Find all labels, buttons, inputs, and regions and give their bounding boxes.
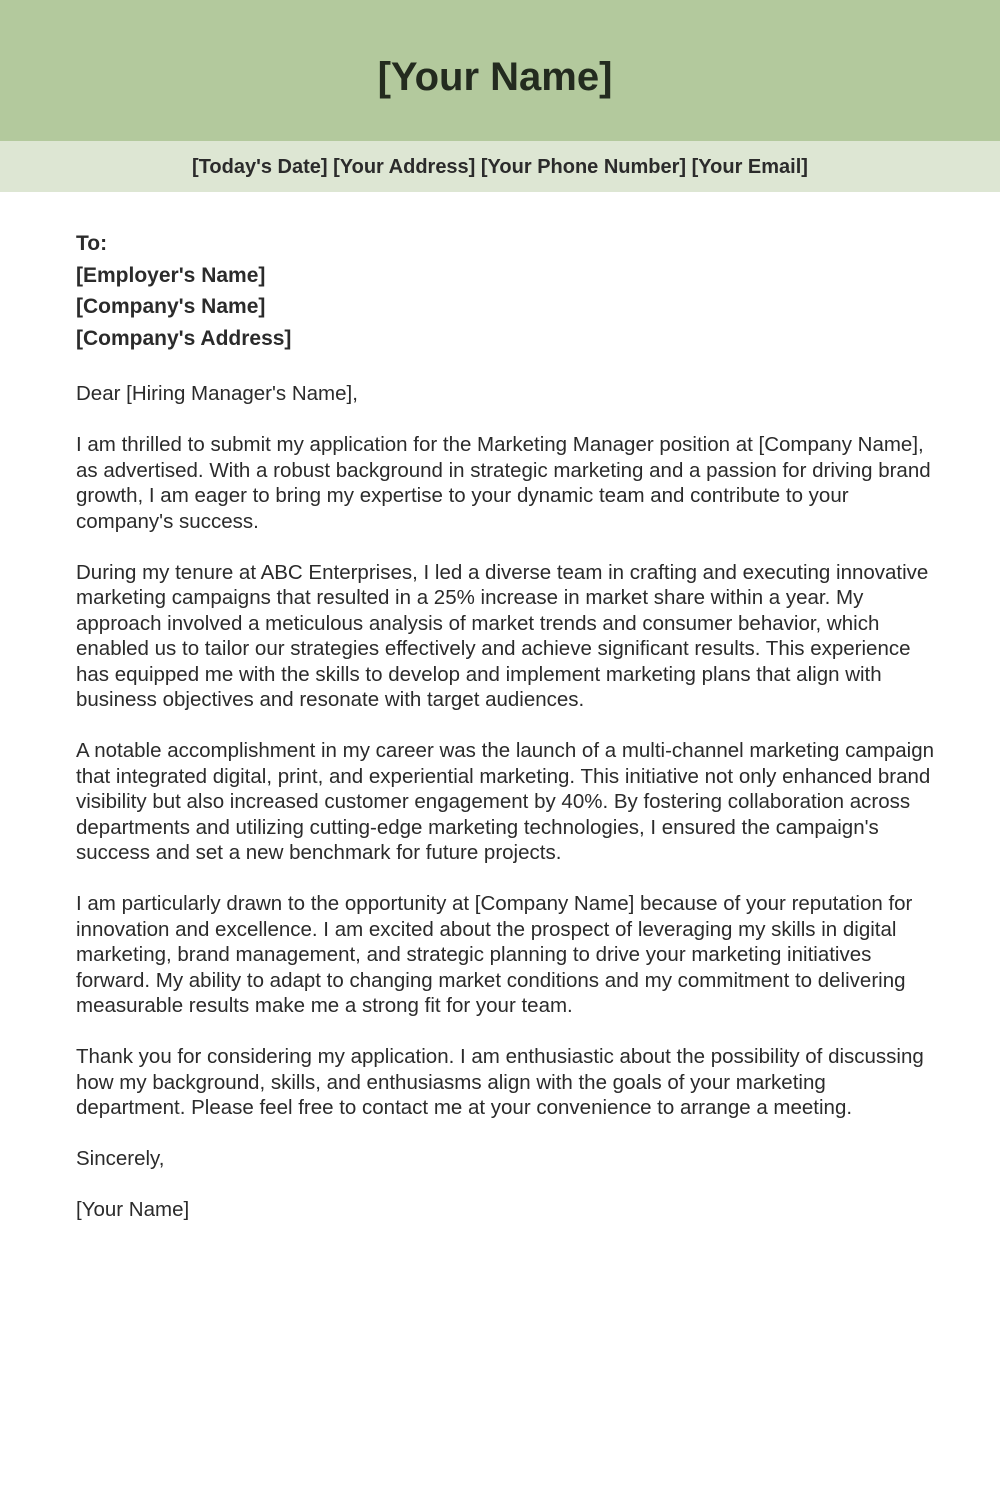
signature: [Your Name]: [76, 1198, 190, 1221]
applicant-name-title: [Your Name]: [377, 55, 613, 99]
paragraph-motivation: I am particularly drawn to the opportunity at [Company Name] because of your reputation for innovation and excellence. I am excited about the prospect of leveraging my skills in digital marketing, brand management, and strategic planning to drive your marketing initiatives forward. My ability to adapt to changing market conditions and my commitment to delivering measurable results make me a strong fit for your team.: [76, 892, 913, 1017]
company-address: [Company's Address]: [76, 326, 292, 350]
recipient-block: [76, 228, 936, 354]
to-label: To:: [76, 232, 108, 255]
paragraph-thanks: Thank you for considering my application. I am enthusiastic about the possibility of discussing how my background, skills, and enthusiasms align with the goals of your marketing department. Please feel free to contact me at your convenience to arrange a meeting.: [76, 1045, 924, 1119]
paragraph-accomplishment: A notable accomplishment in my career was the launch of a multi-channel marketing campaign that integrated digital, print, and experiential marketing. This initiative not only enhanced brand visibility but also increased customer engagement by 40%. By fostering collaboration across departments and utilizing cutting-edge marketing technologies, I ensured the campaign's success and set a new benchmark for future projects.: [76, 739, 935, 864]
company-name: [Company's Name]: [76, 295, 266, 318]
paragraph-intro: I am thrilled to submit my application for the Marketing Manager position at [Company Name], as advertised. With a robust background in strategic marketing and a passion for driving brand growth, I am eager to bring my expertise to your dynamic team and contribute to your company's success.: [76, 433, 931, 533]
employer-name: [Employer's Name]: [76, 263, 266, 287]
closing: Sincerely,: [76, 1147, 165, 1170]
paragraph-experience: During my tenure at ABC Enterprises, I led a diverse team in crafting and executing innovative marketing campaigns that resulted in a 25% increase in market share within a year. My approach involved a meticulous analysis of market trends and consumer behavior, which enabled us to tailor our strategies effectively and achieve significant results. This experience has equipped me with the skills to develop and implement marketing plans that align with business objectives and resonate with target audiences.: [76, 560, 929, 711]
letter-body: [76, 381, 936, 1248]
contact-info-line: [Today's Date] [Your Address] [Your Phone Number] [Your Email]: [192, 156, 808, 178]
salutation: Dear [Hiring Manager's Name],: [76, 382, 358, 405]
